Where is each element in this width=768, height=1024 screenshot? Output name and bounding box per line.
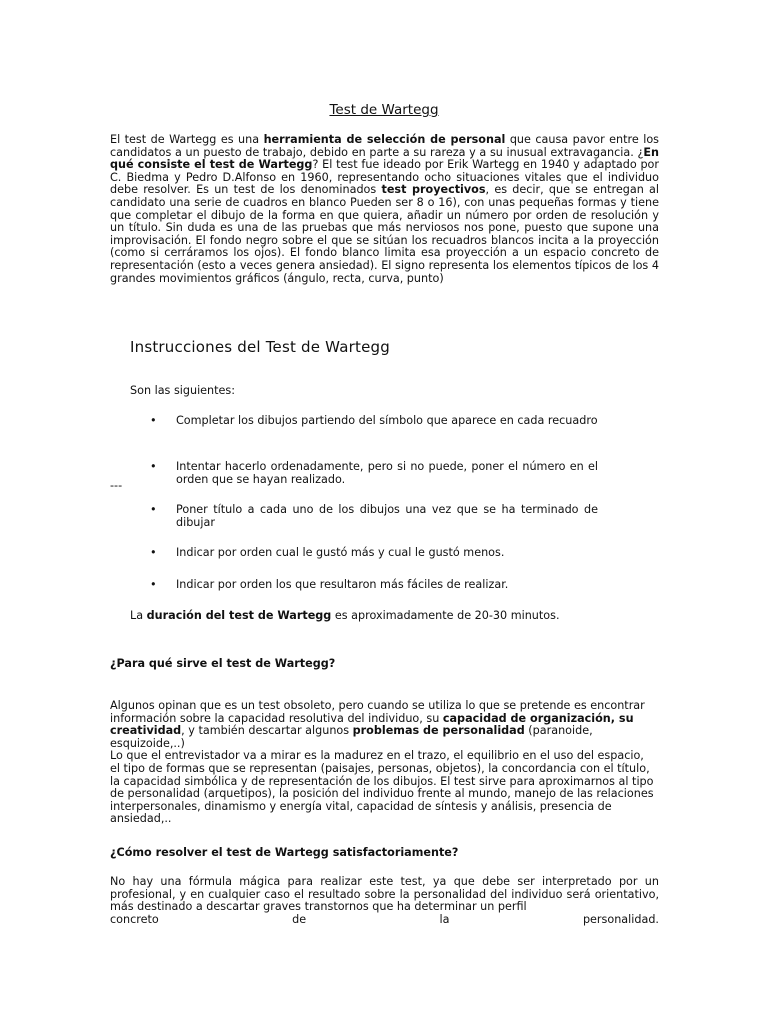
- solve-text: No hay una fórmula mágica para realizar este test, ya que debe ser interpretado por un profesional, y en cualquier caso el resultado sobre la personalidad del individuo será orientativo, más destinado a descartar graves transtornos que ha determinar un perfil: [110, 875, 659, 914]
- list-item-text: Poner título a cada uno de los dibujos una vez que se ha terminado de dibujar: [176, 503, 598, 529]
- document-title: Test de Wartegg: [329, 102, 439, 118]
- word: de: [292, 912, 307, 926]
- text-run: , y también descartar algunos: [181, 724, 353, 738]
- purpose-paragraph: [110, 700, 655, 826]
- bold-run: duración del test de Wartegg: [146, 609, 332, 622]
- bullet-icon: •: [150, 414, 157, 427]
- list-item-text: Intentar hacerlo ordenadamente, pero si no puede, poner el número en el orden que se hayan realizado.: [176, 460, 598, 486]
- text-run: Algunos opinan que es un test obsoleto, pero cuando se utiliza lo que se pretende es encontrar información sobre la capacidad resolutiva del individuo, su: [110, 699, 645, 725]
- instructions-intro: Son las siguientes:: [130, 384, 236, 397]
- duration-sentence: [130, 609, 560, 622]
- text-run: que causa pavor entre los candidatos a un puesto de trabajo, debido en parte a su rareza y a su inusual extravagancia. ¿: [110, 133, 660, 159]
- solve-question: ¿Cómo resolver el test de Wartegg satisfactoriamente?: [110, 846, 459, 859]
- bold-run: En qué consiste el test de Wartegg: [110, 145, 659, 172]
- intro-paragraph: [110, 134, 659, 285]
- bullet-icon: •: [150, 460, 157, 473]
- word: personalidad.: [582, 912, 659, 926]
- bold-run: test proyectivos: [381, 183, 486, 197]
- text-run: ? El test fue ideado por Erik Wartegg en 1940 y adaptado por C. Biedma y Pedro D.Alfonso en 1960, representando ocho situaciones vitales que el individuo debe resolver. Es un test de los denominados: [110, 158, 660, 197]
- solve-paragraph: [110, 876, 659, 926]
- list-item-text: Completar los dibujos partiendo del símbolo que aparece en cada recuadro: [176, 414, 598, 427]
- bold-run: capacidad de organización, su creatividad: [110, 711, 634, 738]
- text-run: , es decir, que se entregan al candidato una serie de cuadros en blanco Pueden ser 8 o 16), con unas pequeñas formas y tiene que completar el dibujo de la forma en que quiera, añadir un número por orden de resolución y un título. Sin duda es una de las pruebas que más nerviosos nos pone, puesto que supone una improvisación. El fondo negro sobre el que se sitúan los recuadros blancos incita a la proyección (como si cerráramos los ojos). El fondo blanco limita esa proyección a un espacio concreto de representación (esto a veces genera ansiedad). El signo representa los elementos típicos de los 4 grandes movimientos gráficos (ángulo, recta, curva, punto): [110, 183, 659, 285]
- bullet-icon: •: [150, 578, 157, 591]
- purpose-question: ¿Para qué sirve el test de Wartegg?: [110, 657, 336, 670]
- list-item-text: Indicar por orden los que resultaron más fáciles de realizar.: [176, 578, 509, 591]
- bold-run: problemas de personalidad: [352, 724, 525, 738]
- text-run: Lo que el entrevistador va a mirar es la madurez en el trazo, el equilibrio en el uso del espacio, el tipo de formas que se representan (paisajes, personas, objetos), la concordancia con el título, la capacidad simbólica y de representación de los dibujos. El test sirve para aproximarnos al tipo de personalidad (arquetipos), la posición del individuo frente al mundo, manejo de las relaciones interpersonales, dinamismo y energía vital, capacidad de síntesis y análisis, presencia de ansiedad,..: [110, 749, 654, 826]
- text-run: El test de Wartegg es una: [110, 133, 264, 146]
- list-item-text: Indicar por orden cual le gustó más y cual le gustó menos.: [176, 546, 505, 559]
- word: la: [439, 912, 450, 926]
- word: concreto: [110, 912, 159, 926]
- bullet-icon: •: [150, 546, 157, 559]
- bullet-icon: •: [150, 503, 157, 516]
- text-run: (paranoide, esquizoide,..): [110, 724, 593, 750]
- separator-dashes: ---: [110, 479, 123, 492]
- instructions-heading: Instrucciones del Test de Wartegg: [130, 338, 390, 356]
- text-run: es aproximadamente de 20-30 minutos.: [331, 609, 560, 622]
- solve-last-line: [110, 914, 659, 927]
- text-run: La: [130, 609, 147, 622]
- bold-run: herramienta de selección de personal: [263, 133, 506, 146]
